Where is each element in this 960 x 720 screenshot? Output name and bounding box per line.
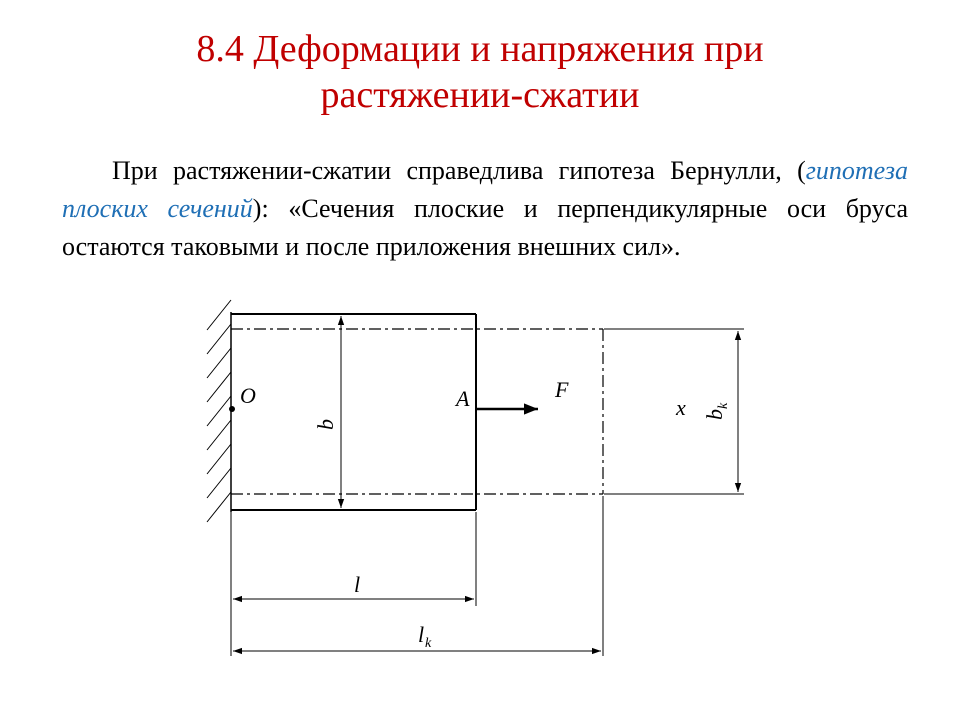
label-bk — [702, 402, 731, 420]
label-l: l — [354, 572, 361, 597]
label-bk-main: b — [702, 409, 727, 420]
label-o: O — [240, 383, 256, 408]
point-o — [229, 406, 235, 412]
deformed-bar — [231, 329, 603, 494]
wall-hatching — [207, 300, 231, 522]
label-b: b — [313, 419, 338, 430]
dimension-extension-lines — [231, 496, 603, 656]
plane-sections-highlight: гипотеза плоских сечений — [62, 156, 908, 223]
original-bar — [231, 314, 476, 510]
label-bk-sub: k — [716, 402, 731, 409]
label-lk — [418, 622, 432, 651]
label-f: F — [555, 377, 569, 402]
fixed-wall — [207, 300, 231, 522]
slide-title-line-1: 8.4 Деформации и напряжения при — [196, 28, 764, 70]
slide-title-line-2: растяжении-сжатии — [320, 74, 640, 116]
paragraph-text-part-1: При растяжении-сжатии справедлива гипотеза Бернулли, ( — [112, 156, 806, 185]
label-lk-main: l — [418, 622, 425, 647]
paragraph-text-part-2: ): «Сечения плоские и перпендикулярные оси бруса остаются таковыми и после приложения внешних сил». — [62, 194, 908, 261]
label-x: x — [676, 395, 686, 420]
label-lk-sub: k — [425, 636, 432, 651]
label-a: A — [456, 386, 470, 411]
